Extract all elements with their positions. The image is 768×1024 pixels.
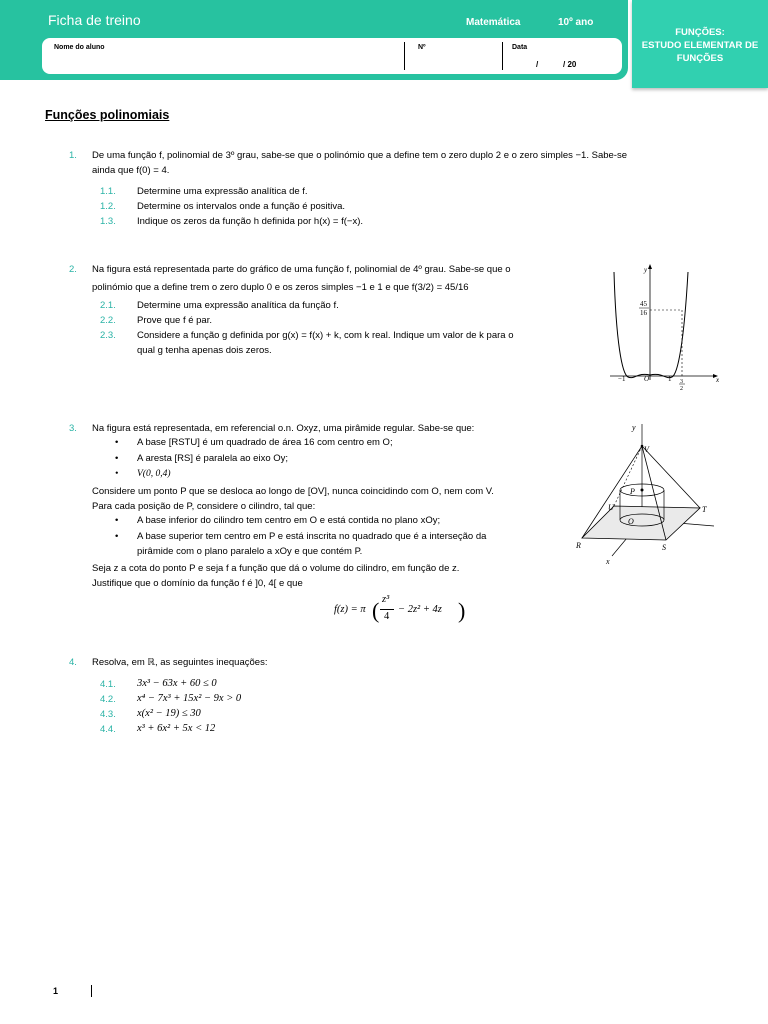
question-text: polinómio que a define trem o zero duplo 0 e os zeros simples −1 e 1 e que f(3/2) = 45/16 <box>92 282 469 293</box>
question-text: Na figura está representada parte do gráfico de uma função f, polinomial de 4º grau. Sabe-se que o <box>92 264 511 275</box>
bullet-item: • A base inferior do cilindro tem centro em O e está contida no plano xOy; <box>137 515 440 526</box>
label-v: V <box>644 445 649 454</box>
question-text: Justifique que o domínio da função f é ]0, 4[ e que <box>92 578 303 589</box>
label-p: P <box>630 487 635 496</box>
bullet-item: • A base superior tem centro em P e está inscrita no quadrado que é a interseção da <box>137 531 486 542</box>
subquestion-text: Indique os zeros da função h definida por h(x) = f(−x). <box>137 216 364 227</box>
point-p <box>641 489 644 492</box>
topic-box <box>632 0 768 88</box>
y-arrow <box>648 264 652 269</box>
topic-line: FUNÇÕES <box>676 53 724 64</box>
divider <box>404 42 405 70</box>
subquestion-number: 1.2. <box>100 201 116 212</box>
y-value-den: 16 <box>640 309 647 317</box>
formula-rest: − 2z² + 4z <box>398 604 442 615</box>
formula-den: 4 <box>384 611 390 622</box>
inequation: x(x² − 19) ≤ 30 <box>137 708 201 719</box>
inequation: x³ + 6x² + 5x < 12 <box>137 723 216 734</box>
inequation: 3x³ − 63x + 60 ≤ 0 <box>137 678 217 689</box>
y-label: y <box>644 266 648 274</box>
x-label: x <box>716 376 720 384</box>
x-value-den: 2 <box>680 386 683 392</box>
subquestion-number: 2.2. <box>100 315 116 326</box>
page-number: 1 <box>53 986 59 996</box>
question-text: ainda que f(0) = 4. <box>92 165 170 176</box>
x-tick: 1 <box>668 375 672 383</box>
subquestion-text: Prove que f é par. <box>137 315 212 326</box>
subquestion-text: qual g tenha apenas dois zeros. <box>137 345 272 356</box>
question-number: 2. <box>69 264 77 275</box>
label-o: O <box>628 517 634 526</box>
label-y: y <box>632 423 636 432</box>
date-separator: / <box>536 60 539 69</box>
subquestion-text: Considere a função g definida por g(x) = f(x) + k, com k real. Indique um valor de k para o <box>137 330 514 341</box>
topic-line: ESTUDO ELEMENTAR DE <box>641 40 759 51</box>
worksheet-title: Ficha de treino <box>48 12 141 28</box>
subquestion-number: 2.1. <box>100 300 116 311</box>
bullet-item: • A aresta [RS] é paralela ao eixo Oy; <box>137 453 288 464</box>
subject-label: Matemática <box>466 17 521 28</box>
inequation: x⁴ − 7x³ + 15x² − 9x > 0 <box>137 693 242 704</box>
formula-lhs: f(z) = π <box>334 604 366 615</box>
subquestion-number: 1.3. <box>100 216 116 227</box>
x-tick: −1 <box>618 375 626 383</box>
question-text: Para cada posição de P, considere o cilindro, tal que: <box>92 501 316 512</box>
origin-label: O <box>644 375 650 383</box>
paren: ( <box>372 598 380 623</box>
question-number: 1. <box>69 150 77 161</box>
bullet-item: • V(0, 0,4) <box>137 469 171 479</box>
pyramid-edge <box>642 446 700 508</box>
point-v <box>641 445 644 448</box>
curve <box>614 272 688 378</box>
question-text: Na figura está representada, em referencial o.n. Oxyz, uma pirâmide regular. Sabe-se que: <box>92 423 475 434</box>
student-name-label: Nome do aluno <box>54 44 105 51</box>
fraction-bar <box>380 609 394 610</box>
topic-line: FUNÇÕES: <box>675 27 725 38</box>
footer-divider <box>91 985 92 997</box>
label-x: x <box>606 557 610 566</box>
formula-num: z³ <box>382 594 390 605</box>
date-label: Data <box>512 44 528 51</box>
bullet-item-cont: pirâmide com o plano paralelo a xOy e que contém P. <box>137 546 363 557</box>
x-value-num: 3 <box>680 379 683 385</box>
label-t: T <box>702 505 707 514</box>
section-title: Funções polinomiais <box>45 108 170 122</box>
label-r: R <box>576 541 581 550</box>
bullet-item: • A base [RSTU] é um quadrado de área 16 com centro em O; <box>137 437 393 448</box>
pyramid-edge-hidden <box>614 446 642 506</box>
date-year: / 20 <box>563 60 577 69</box>
student-info-box <box>42 38 622 74</box>
subquestion-number: 4.1. <box>100 679 116 690</box>
subquestion-text: Determine os intervalos onde a função é positiva. <box>137 201 346 212</box>
question-text: Seja z a cota do ponto P e seja f a função que dá o volume do cilindro, em função de z. <box>92 563 460 574</box>
label-s: S <box>662 543 666 552</box>
subquestion-text: Determine uma expressão analítica de f. <box>137 186 308 197</box>
subquestion-text: Determine uma expressão analítica da função f. <box>137 300 339 311</box>
subquestion-number: 2.3. <box>100 330 116 341</box>
subquestion-number: 4.3. <box>100 709 116 720</box>
grade-label: 10º ano <box>558 17 594 28</box>
student-number-label: Nº <box>418 44 426 51</box>
subquestion-number: 4.2. <box>100 694 116 705</box>
polynomial-graph <box>604 262 724 392</box>
question-text: Considere um ponto P que se desloca ao longo de [OV], nunca coincidindo com O, nem com V. <box>92 486 494 497</box>
subquestion-number: 1.1. <box>100 186 116 197</box>
paren: ) <box>458 598 466 623</box>
question-number: 3. <box>69 423 77 434</box>
label-u: U <box>608 503 614 512</box>
question-number: 4. <box>69 657 77 668</box>
y-value-num: 45 <box>640 300 647 308</box>
pyramid-figure <box>572 420 722 570</box>
question-text: De uma função f, polinomial de 3º grau, sabe-se que o polinómio que a define tem o zero duplo 2 e o zero simples −1. Sabe-se <box>92 150 628 161</box>
subquestion-number: 4.4. <box>100 724 116 735</box>
divider <box>502 42 503 70</box>
question-text: Resolva, em ℝ, as seguintes inequações: <box>92 657 268 668</box>
